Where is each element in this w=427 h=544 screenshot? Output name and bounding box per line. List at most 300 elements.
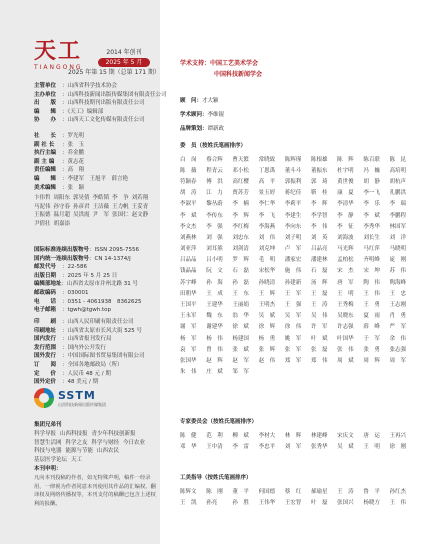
member-name: 李学智 <box>310 212 328 219</box>
member-name: 石 磊 <box>232 268 249 275</box>
member-name: 张 军 <box>284 346 302 353</box>
consultant-label: 顾 问： <box>180 98 203 104</box>
meta-value: 人民币 48 元 / 期 <box>67 370 111 377</box>
meta-row: 电子邮箱 ：tgwh@tgwh.top <box>34 307 112 314</box>
member-name: 王丽娟 <box>232 302 249 309</box>
meta-label: 邮发代号 <box>34 264 57 271</box>
member-name: 王 忠 <box>389 290 407 297</box>
magazine-logo <box>34 40 83 71</box>
member-name: 李淑平 <box>180 201 197 208</box>
issue-number: 2025 年第 15 期（总第 171 期） <box>68 69 160 76</box>
member-name: 陈 辉 <box>337 156 354 163</box>
meta-label: 出 版 <box>34 100 57 107</box>
member-name: 刘 强 <box>206 234 223 241</box>
name-row <box>180 496 416 507</box>
name-row <box>180 175 416 186</box>
name-row <box>180 276 416 287</box>
committee-name-grid <box>180 153 416 377</box>
name-row <box>180 287 416 298</box>
member-name: 卢 军 <box>284 246 302 253</box>
member-name: 江 力 <box>206 190 223 197</box>
meta-label: 编 辑 <box>34 108 57 115</box>
member-name: 李一飞 <box>363 190 380 197</box>
printing-info <box>34 318 145 387</box>
member-name: 许 军 <box>310 324 328 331</box>
meta-value: 0351 - 4061938 8362625 <box>67 298 142 305</box>
academic-advisor-value: 李维锟 <box>207 112 225 118</box>
member-name: 王 成 <box>206 290 223 297</box>
brand-director-value: 谭新政 <box>207 126 225 132</box>
member-name: 邓小松 <box>232 167 249 174</box>
consultant-value: 才大颖 <box>202 98 219 104</box>
member-name: 吕品亮 <box>310 246 328 253</box>
meta-row: 副 社 长 ：张 玉 <box>34 141 85 148</box>
meta-value: 2025 年 5 月 25 日 <box>67 272 118 279</box>
meta-value: 030001 <box>67 289 89 296</box>
meta-row: 印刷地址 ：山西省太原市长风大街 525 号 <box>34 327 143 334</box>
member-name: 李 辉 <box>310 201 328 208</box>
member-name: 李 强 <box>206 223 223 230</box>
member-name: 翁 华 <box>232 313 249 320</box>
name-row <box>180 332 416 343</box>
name-row <box>180 153 416 164</box>
member-name: 刘耳熊 <box>206 246 223 253</box>
name-row <box>180 243 416 254</box>
editor-name: 马泥伟 <box>34 203 51 210</box>
meta-row: 协 办 ：山西天工文化传媒有限责任公司 <box>34 117 145 124</box>
academic-support <box>180 58 262 80</box>
member-name: 李 雷 <box>232 443 249 450</box>
meta-value: 山西省太原市长风大街 525 号 <box>67 327 143 334</box>
member-name: 杨 军 <box>180 335 197 342</box>
meta-row: 美术编辑 ：张 颖 <box>34 184 85 191</box>
member-name: 康 夏 <box>337 190 354 197</box>
name-row <box>180 354 416 365</box>
meta-label: 社 长 <box>34 133 57 139</box>
member-name: 刘忠东 <box>232 234 249 241</box>
member-name: 常晓致 <box>258 156 276 163</box>
editor-name: 王力帆 <box>112 203 129 210</box>
meta-row: 责任编辑 ：高 翔 <box>34 167 85 174</box>
editor-name: 王妥青 <box>131 203 149 210</box>
member-name: 潘家宏 <box>284 257 302 264</box>
meta-label: 电 话 <box>34 298 57 305</box>
member-name: 王 涛 <box>337 488 354 495</box>
meta-label: 国外定价 <box>34 379 57 386</box>
meta-label: 发行范围 <box>34 344 57 351</box>
member-name: 李海燕 <box>258 223 276 230</box>
member-name: 李文杰 <box>180 223 197 230</box>
member-name: 潘建林 <box>310 257 328 264</box>
member-name: 王 磊 <box>310 290 328 297</box>
meta-row: 编 辑 ：李建军 王旭平 薛言艳 <box>34 175 129 182</box>
member-name: 赵 军 <box>232 357 249 364</box>
name-row <box>180 298 416 309</box>
publisher-info <box>34 82 167 125</box>
meta-value: 高 翔 <box>67 167 85 174</box>
member-name: 阮 文 <box>206 268 223 275</box>
name-row <box>180 187 416 198</box>
meta-label: 副 社 长 <box>34 141 55 148</box>
statement-title: 本刊申明： <box>34 466 62 472</box>
member-name: 张 伟 <box>337 346 354 353</box>
meta-row: 主管单位 ：山西省科学技术协会 <box>34 83 118 89</box>
member-name: 程青云 <box>206 167 223 174</box>
committee-title: 委 员（按姓氏笔画排序） <box>180 143 247 149</box>
member-name: 王中清 <box>206 443 223 450</box>
member-name: 陈 昆 <box>389 156 407 163</box>
member-name: 靳 桂 <box>310 190 328 197</box>
related-publication: 智慧生活网 <box>34 439 62 446</box>
member-name: 陶海峰 <box>389 279 407 286</box>
member-name: 符颖春 <box>180 178 197 185</box>
name-row <box>180 429 416 440</box>
brand-director-label: 品牌策划： <box>180 126 208 132</box>
member-name: 李清华 <box>337 201 354 208</box>
member-name: 曹天繁 <box>232 156 249 163</box>
editor-name: 温月超 <box>53 212 71 219</box>
member-name: 施 伟 <box>284 268 302 275</box>
meta-value: 山西省科学技术协会 <box>67 83 118 89</box>
meta-value: ISSN 2095-7556 <box>94 247 139 253</box>
member-name: 孙红杰 <box>389 488 407 495</box>
member-name: 高 平 <box>258 178 276 185</box>
meta-label: 国外发行 <box>34 353 57 360</box>
member-name: 王 明 <box>363 443 380 450</box>
meta-row: 编 辑 ：《天工》编辑部 <box>34 108 104 115</box>
member-name: 黄世俊 <box>337 178 354 185</box>
member-name: 叶 磊 <box>310 499 328 506</box>
meta-row: 执行主编 ：乔金鹏 <box>34 150 85 157</box>
member-name: 刘 英 <box>310 234 328 241</box>
member-name: 李忠平 <box>258 443 276 450</box>
member-name: 赵 伟 <box>258 357 276 364</box>
related-publication: 科学之友 <box>65 439 88 446</box>
member-name: 高培明 <box>389 167 407 174</box>
member-name: 孙 磊 <box>232 279 249 286</box>
member-name: 李 斌 <box>363 212 380 219</box>
member-name: 林国军 <box>389 223 407 230</box>
member-name: 徐 伟 <box>284 324 302 331</box>
member-name: 陈根雄 <box>310 156 328 163</box>
sstm-text <box>58 390 106 407</box>
meta-value: 李建军 王旭平 薛言艳 <box>67 175 129 182</box>
issue-info <box>68 48 164 77</box>
member-name: 张 勇 <box>363 346 380 353</box>
name-row <box>180 220 416 231</box>
member-name: 魏 东 <box>206 313 223 320</box>
member-name: 李 辉 <box>232 212 249 219</box>
meta-value: 中国国际图书贸易集团有限公司 <box>67 353 145 360</box>
member-name: 李材大 <box>258 432 276 439</box>
member-name: 林建峰 <box>310 432 328 439</box>
member-name: 叶国华 <box>337 335 354 342</box>
meta-row: 发行范围 ：国内外公开发行 <box>34 344 107 351</box>
name-row <box>180 254 416 265</box>
meta-row: 邮发代号 ：22-586 <box>34 264 87 271</box>
meta-label: 印 刷 <box>34 319 57 325</box>
meta-value: 黄志花 <box>67 158 85 165</box>
member-name: 李建生 <box>284 212 302 219</box>
support-org-2: 中国科技新闻学会 <box>214 71 263 78</box>
meta-label: 美术编辑 <box>34 184 57 191</box>
name-row <box>180 164 416 175</box>
member-name: 王 涛 <box>310 302 328 309</box>
member-name: 庞 刚 <box>389 257 407 264</box>
related-publication: 基层医学论坛 <box>34 456 68 463</box>
issue-month-badge: 2025 年 5 月 <box>98 58 151 67</box>
member-name: 张 磊 <box>310 346 328 353</box>
member-name: 王 东 <box>232 290 249 297</box>
member-name: 石 磊 <box>310 268 328 275</box>
member-name: 郑 军 <box>284 357 302 364</box>
member-name: 王志刚 <box>389 302 407 309</box>
academic-advisor-row <box>180 111 224 120</box>
member-name: 齐明峰 <box>363 257 380 264</box>
name-row <box>180 265 416 276</box>
meta-row: 国内统一连续出版物号：CN 14-1374/J <box>34 255 131 262</box>
editor-name: 张国仁 <box>112 212 129 219</box>
meta-value: 全国各地邮政局（所） <box>67 361 123 368</box>
member-name: 李 楠 <box>232 201 249 208</box>
related-publication: 山西农民 <box>97 448 120 455</box>
member-name: 周 军 <box>389 357 407 364</box>
editor-name: 王洁薇 <box>92 203 110 210</box>
member-name: 李 飞 <box>258 212 276 219</box>
member-name: 刘 洋 <box>389 234 407 241</box>
meta-label: 国内统一连续出版物号 <box>34 255 90 262</box>
meta-value: 山西科技期刊出版有限责任公司 <box>67 100 145 107</box>
member-name: 李鹏程 <box>389 212 407 219</box>
member-name: 陈百联 <box>363 156 380 163</box>
workers-name-grid <box>180 485 416 507</box>
meta-label: 邮政编码 <box>34 289 57 296</box>
editor-name: 赵文静 <box>131 212 149 219</box>
member-name: 董振东 <box>310 167 328 174</box>
meta-row: 出版日期 ：2025 年 5 月 25 日 <box>34 272 118 279</box>
meta-row: 编辑部地址：山西省太原市并州北路 31 号 <box>34 281 139 288</box>
logo-main-text: 天工 <box>34 38 83 64</box>
name-row <box>180 440 416 451</box>
support-org-1: 中国工艺美术学会 <box>210 60 259 67</box>
related-publication: 科学与财经 <box>91 439 120 446</box>
member-name: 孟柏松 <box>337 257 354 264</box>
member-name: 高红樱 <box>232 178 249 185</box>
meta-label: 协 办 <box>34 117 57 124</box>
member-name: 杨 伟 <box>206 335 223 342</box>
member-name: 范 利 <box>206 432 223 439</box>
member-name: 王建华 <box>206 302 223 309</box>
editor-name: 李 争 <box>112 195 129 201</box>
member-name: 刘 军 <box>284 443 302 450</box>
meta-label: 责任编辑 <box>34 167 57 174</box>
support-label: 学术支持： <box>180 60 211 67</box>
member-name: 李 瑞 <box>389 201 407 208</box>
meta-label: 定 价 <box>34 370 57 377</box>
member-name: 庄 斌 <box>206 369 223 376</box>
member-name: 于 军 <box>363 335 380 342</box>
member-name: 李 斌 <box>180 212 197 219</box>
meta-row: 定 价 ：人民币 48 元 / 期 <box>34 370 111 377</box>
member-name: 吴 伟 <box>310 313 328 320</box>
member-name: 黎丛蔚 <box>206 201 223 208</box>
logo-sub-text: TIANGONG <box>34 64 83 71</box>
member-name: 邹 军 <box>232 369 249 376</box>
member-name: 王国平 <box>180 302 197 309</box>
meta-value: 山西人民印刷有限责任公司 <box>67 319 134 325</box>
workers-title: 工美指导（按姓氏笔画排序） <box>180 475 252 481</box>
meta-value: 48 美元 / 期 <box>67 379 99 386</box>
editor-name: 刘若翔 <box>131 195 149 201</box>
member-name: 郝瑜星 <box>310 488 328 495</box>
member-name: 徐 辉 <box>258 324 276 331</box>
statement-text: 凡向本刊投稿的作者，如无特殊声明，稿件一经录用，一律视为作者同意本刊使用其作品的汇编权、翻译权及网络传播权等，本刊支付的稿酬已包含上述权利的报酬。 <box>34 475 156 507</box>
member-name: 李红梅 <box>232 223 249 230</box>
member-name: 杨建国 <box>232 335 249 342</box>
member-name: 吕小明 <box>206 257 223 264</box>
member-name: 柳 斌 <box>232 432 249 439</box>
consultant-row <box>180 97 219 106</box>
member-name: 吴 斌 <box>337 443 354 450</box>
member-name: 严 军 <box>389 324 407 331</box>
member-name: 王 强 <box>284 302 302 309</box>
member-name: 王 明 <box>337 290 354 297</box>
related-publication: 能源与节能 <box>65 448 94 455</box>
member-name: 孙 海 <box>206 279 223 286</box>
meta-value: tgwh@tgwh.top <box>67 307 112 314</box>
meta-value: 《天工》编辑部 <box>67 108 104 115</box>
member-name: 吕品品 <box>180 257 197 264</box>
meta-label: 执行主编 <box>34 150 57 157</box>
member-name: 田朝华 <box>180 290 197 297</box>
editor-name: 李皓韬 <box>92 195 110 201</box>
member-name: 徐 斌 <box>232 324 249 331</box>
sstm-emblem-icon <box>34 388 54 408</box>
member-name: 陈辉瑾 <box>284 156 302 163</box>
member-name: 李秀华 <box>363 223 380 230</box>
member-name: 林 辉 <box>284 432 302 439</box>
name-row <box>180 321 416 332</box>
sstm-logo-caption: 山西科技新闻出版传媒集团 <box>58 401 106 407</box>
member-name: 冯 巍 <box>363 167 380 174</box>
member-name: 唐 军 <box>337 279 354 286</box>
member-name: 陈 刚 <box>206 488 223 495</box>
member-name: 周 斌 <box>337 357 354 364</box>
member-name: 苏宇峰 <box>180 279 197 286</box>
member-name: 薛 峰 <box>363 324 380 331</box>
brand-director-row <box>180 125 224 134</box>
member-name: 刘子明 <box>284 234 302 241</box>
founded-year: 2014 年创刊 <box>106 49 142 56</box>
member-name: 张秀华 <box>310 443 328 450</box>
member-name: 夏 雨 <box>363 313 380 320</box>
meta-label: 订 阅 <box>34 361 57 368</box>
name-row <box>180 209 416 220</box>
meta-label: 副 主 编 <box>34 158 55 165</box>
member-name: 贾苏芳 <box>232 190 249 197</box>
member-name: 袁 军 <box>180 346 197 353</box>
meta-label: 电子邮箱 <box>34 307 57 314</box>
member-name: 孔鹏洪 <box>389 190 407 197</box>
member-name: 张国华 <box>180 357 197 364</box>
member-name: 姚 军 <box>284 335 302 342</box>
meta-value: 山西科技新闻出版传媒集团有限责任公司 <box>67 91 167 98</box>
name-row <box>180 366 416 377</box>
meta-row: 主办单位 ：山西科技新闻出版传媒集团有限责任公司 <box>34 91 167 98</box>
editor-name: 孙守春 <box>53 203 71 210</box>
meta-value: 国内外公开发行 <box>67 344 107 351</box>
experts-name-grid <box>180 429 416 451</box>
member-name: 陈 薇 <box>180 167 197 174</box>
meta-label: 印刷地址 <box>34 327 57 334</box>
meta-row: 电 话 ：0351 - 4061938 8362625 <box>34 298 142 305</box>
member-name: 孙建新 <box>284 279 302 286</box>
member-name: 李莉平 <box>284 201 302 208</box>
editor-name: 郭昊倩 <box>73 195 90 201</box>
editor-name-list <box>34 194 158 228</box>
member-name: 蒋纪佳 <box>284 190 302 197</box>
member-name: 徐 刚 <box>389 443 407 450</box>
meta-row: 社 长 ：罗光明 <box>34 133 85 139</box>
member-name: 蔡 红 <box>284 488 302 495</box>
member-name: 王伟华 <box>258 499 276 506</box>
name-row <box>180 198 416 209</box>
member-name: 蔡合辉 <box>206 156 223 163</box>
editor-name: 尹 军 <box>92 212 110 219</box>
meta-row: 国际标准连续出版物号：ISSN 2095-7556 <box>34 247 139 253</box>
member-name: 孙亮 <box>206 499 218 506</box>
member-name: 刘海波 <box>337 234 354 241</box>
member-name: 曾 伟 <box>206 346 223 353</box>
member-name: 王永军 <box>180 313 197 320</box>
member-name: 何国德 <box>258 488 276 495</box>
meta-label: 国内发行 <box>34 336 57 343</box>
meta-row: 副 主 编 ：黄志花 <box>34 158 85 165</box>
member-name: 刘燕林 <box>180 234 197 241</box>
member-name: 吴 斌 <box>258 313 276 320</box>
member-name: 孙 胜 <box>232 499 249 506</box>
member-name: 马晓明 <box>389 246 407 253</box>
member-name: 余 伟 <box>389 335 407 342</box>
editor-name: 胡嘉添 <box>53 220 71 227</box>
member-name: 杨晓方 <box>363 499 380 506</box>
member-name: 刘长生 <box>363 234 380 241</box>
member-name: 郑 伟 <box>310 357 328 364</box>
member-name: 鲁 平 <box>363 488 380 495</box>
member-name: 董斗斗 <box>284 167 302 174</box>
meta-value: 山西省报刊发行局 <box>67 336 112 343</box>
member-name: 马红萍 <box>363 246 380 253</box>
meta-value: 张 颖 <box>67 184 85 191</box>
name-row <box>180 485 416 496</box>
meta-row: 出 版 ：山西科技期刊出版有限责任公司 <box>34 100 145 107</box>
member-name: 胡杭声 <box>389 178 407 185</box>
member-name: 李 乐 <box>363 201 380 208</box>
member-name: 张志强 <box>389 346 407 353</box>
member-name: 李 征 <box>337 223 354 230</box>
member-name: 肖 勇 <box>389 313 407 320</box>
member-name: 郭 琦 <box>310 178 328 185</box>
left-column <box>0 0 167 544</box>
member-name: 宋庆文 <box>337 432 354 439</box>
experts-title: 专家委员会（按姓氏笔画排序） <box>180 419 258 425</box>
meta-row: 订 阅 ：全国各地邮政局（所） <box>34 361 123 368</box>
meta-label: 编 辑 <box>34 175 57 182</box>
member-name: 刘剑清 <box>232 246 249 253</box>
member-name: 张国兴 <box>337 499 354 506</box>
related-publications-title: 集团兄弟刊 <box>34 422 62 428</box>
related-publications-list <box>34 430 158 464</box>
